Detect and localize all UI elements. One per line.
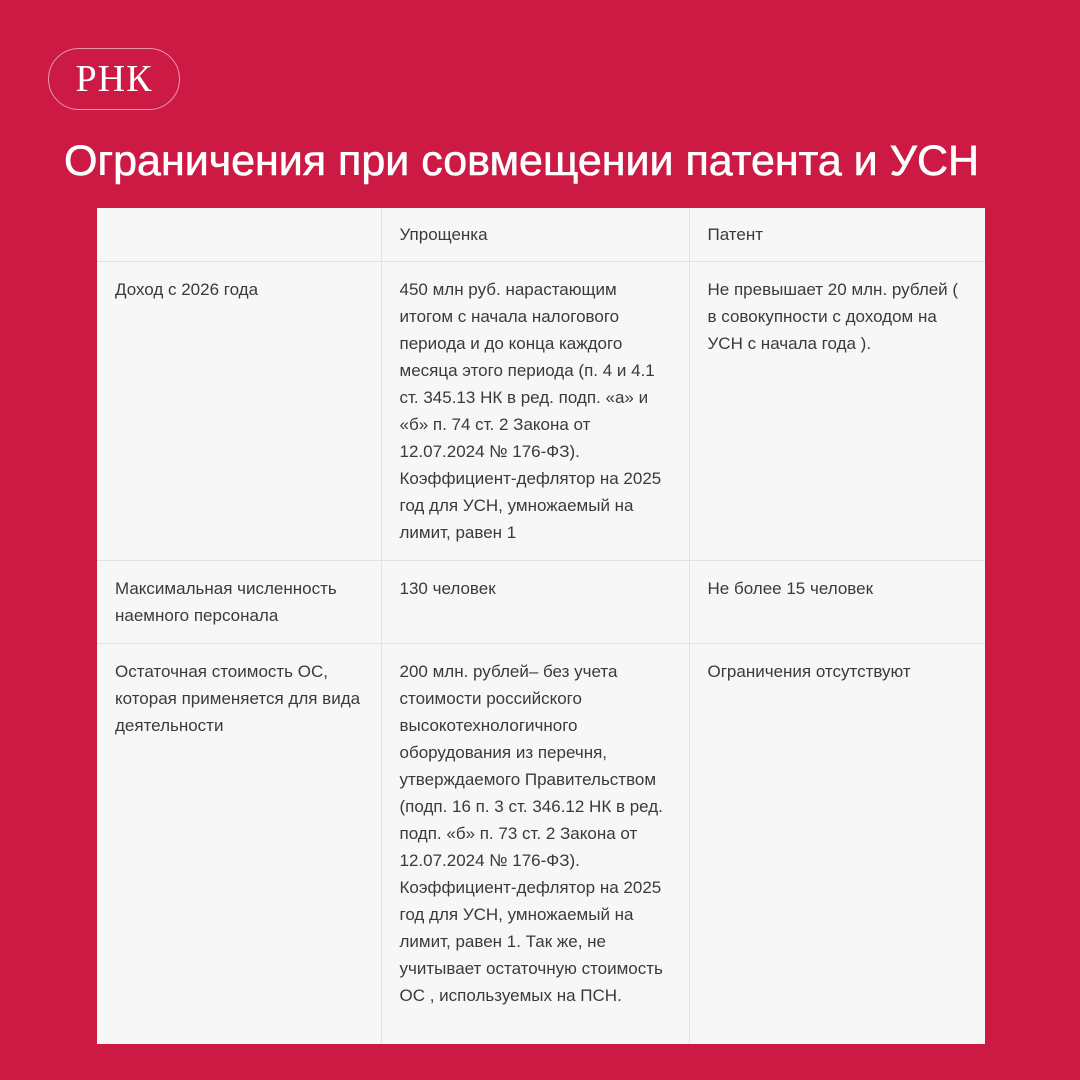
usn-cell: 130 человек bbox=[381, 561, 689, 644]
comparison-table bbox=[97, 208, 985, 1044]
row-label: Остаточная стоимость ОС, которая применяется для вида деятельности bbox=[97, 644, 381, 1045]
header-patent: Патент bbox=[689, 208, 985, 262]
row-label: Доход с 2026 года bbox=[97, 262, 381, 561]
table-row bbox=[97, 262, 985, 561]
comparison-table-card bbox=[97, 208, 985, 1044]
header-usn: Упрощенка bbox=[381, 208, 689, 262]
page-title: Ограничения при совмещении патента и УСН bbox=[64, 137, 980, 185]
patent-cell: Не превышает 20 млн. рублей ( в совокупности с доходом на УСН с начала года ). bbox=[689, 262, 985, 561]
table-row bbox=[97, 644, 985, 1045]
table-header-row bbox=[97, 208, 985, 262]
patent-cell: Не более 15 человек bbox=[689, 561, 985, 644]
patent-cell: Ограничения отсутствуют bbox=[689, 644, 985, 1045]
row-label: Максимальная численность наемного персонала bbox=[97, 561, 381, 644]
header-empty-cell bbox=[97, 208, 381, 262]
usn-cell: 200 млн. рублей– без учета стоимости российского высокотехнологичного оборудования из перечня, утверждаемого Правительством (подп. 16 п. 3 ст. 346.12 НК в ред. подп. «б» п. 73 ст. 2 Закона от 12.07.2024 № 176-ФЗ). Коэффициент-дефлятор на 2025 год для УСН, умножаемый на лимит, равен 1. Так же, не учитывает остаточную стоимость ОС , используемых на ПСН. bbox=[381, 644, 689, 1045]
logo: РНК bbox=[48, 48, 180, 110]
usn-cell: 450 млн руб. нарастающим итогом с начала налогового периода и до конца каждого месяца этого периода (п. 4 и 4.1 ст. 345.13 НК в ред. подп. «а» и «б» п. 74 ст. 2 Закона от 12.07.2024 № 176-ФЗ). Коэффициент-дефлятор на 2025 год для УСН, умножаемый на лимит, равен 1 bbox=[381, 262, 689, 561]
table-row bbox=[97, 561, 985, 644]
